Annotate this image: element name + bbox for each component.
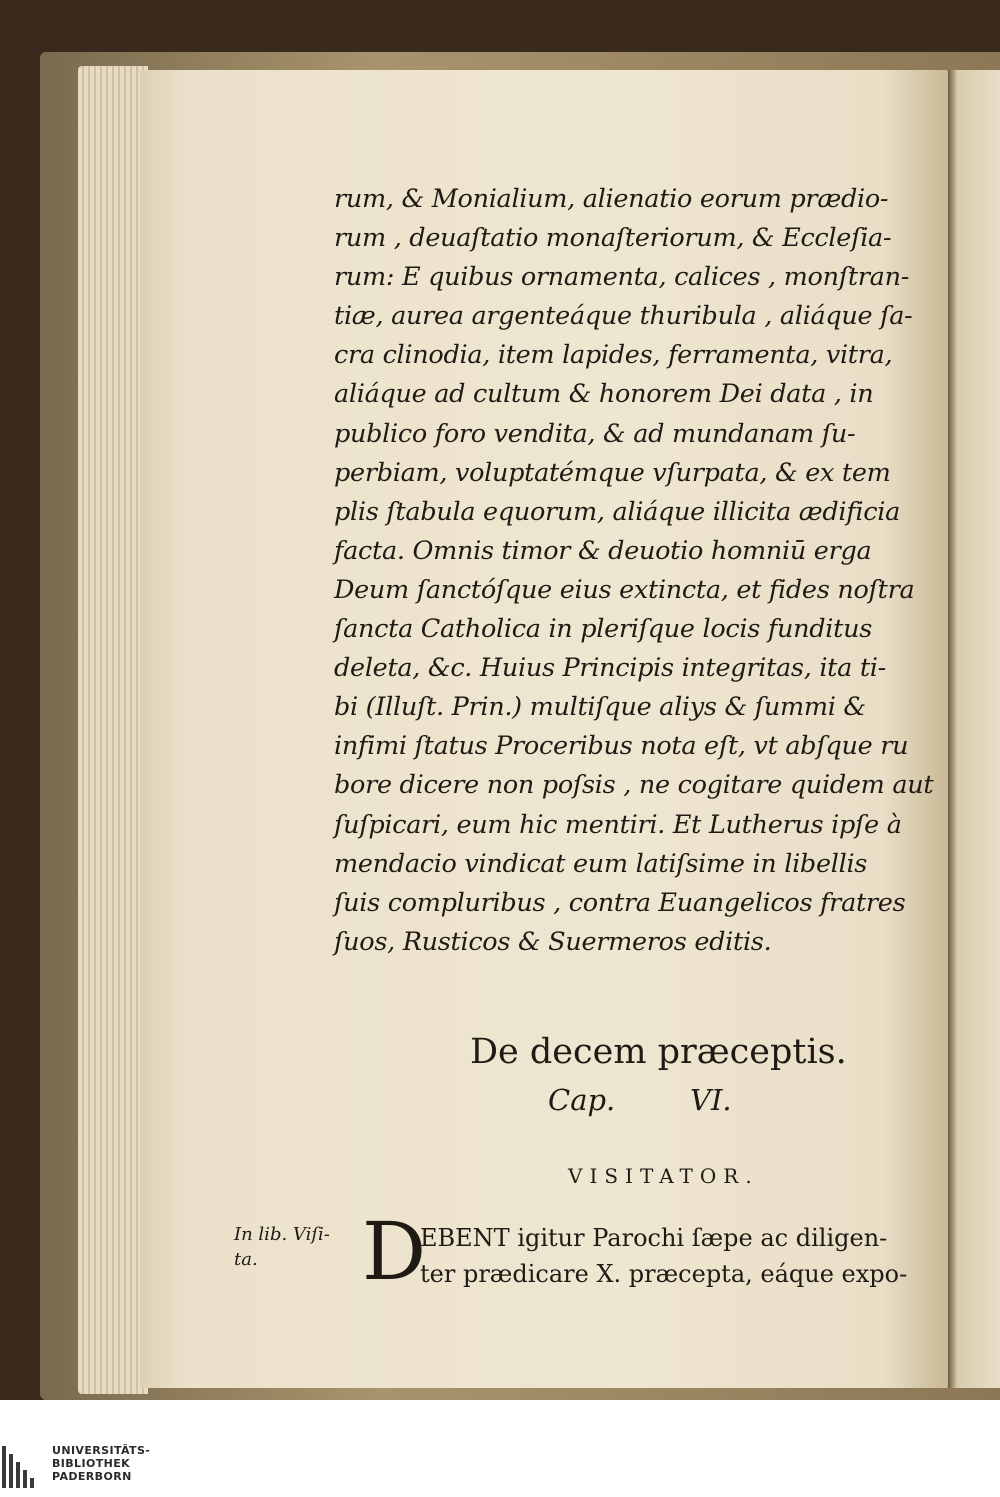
logo-line: PADERBORN xyxy=(52,1470,132,1483)
paragraph-line: EBENT igitur Parochi ſæpe ac diligen- xyxy=(420,1224,888,1252)
speaker-heading: VISITATOR. xyxy=(568,1164,759,1188)
text-line: cra clinodia, item lapides, ferramenta, vitra, xyxy=(334,340,893,371)
text-line: rum , deuaſtatio monaſteriorum, & Eccleſia- xyxy=(334,223,892,254)
text-line: plis ſtabula equorum, aliáque illicita ædificia xyxy=(334,496,900,527)
facing-page-edge xyxy=(948,70,1000,1388)
chapter-label: Cap. xyxy=(548,1083,616,1117)
text-line: ſuos, Rusticos & Suermeros editis. xyxy=(334,926,772,957)
text-line: ſuis compluribus , contra Euangelicos fratres xyxy=(334,887,906,918)
chapter-heading: De decem præceptis. xyxy=(470,1032,847,1072)
text-line: rum, & Monialium, alienatio eorum prædio- xyxy=(334,184,889,214)
body-text-block xyxy=(334,180,944,962)
drop-cap: D xyxy=(362,1205,427,1298)
paragraph-line: ter prædicare X. præcepta, eáque expo- xyxy=(420,1260,908,1288)
text-line: perbiam, voluptatémque vſurpata, & ex tem xyxy=(334,457,891,488)
text-line: rum: E quibus ornamenta, calices , monſtran- xyxy=(334,262,910,293)
text-line: aliáque ad cultum & honorem Dei data , in xyxy=(334,379,874,410)
margin-note: In lib. Viſi- ta. xyxy=(234,1224,330,1270)
text-line: bore dicere non poſsis , ne cogitare quidem aut xyxy=(334,770,934,801)
text-line: bi (Illuſt. Prin.) multiſque aliys & ſummi & xyxy=(334,692,866,723)
text-line: infimi ſtatus Proceribus nota eſt, vt abſque ru xyxy=(334,731,909,762)
text-line: tiæ, aurea argenteáque thuribula , aliáque ſa- xyxy=(334,301,913,332)
logo-line: BIBLIOTHEK xyxy=(52,1457,131,1470)
text-line: deleta, &c. Huius Principis integritas, ita ti- xyxy=(334,653,886,684)
text-line: ſancta Catholica in pleriſque locis funditus xyxy=(334,614,872,645)
chapter-number: VI. xyxy=(690,1083,732,1117)
library-logo-text xyxy=(52,1444,150,1483)
logo-line: UNIVERSITÄTS- xyxy=(52,1444,151,1457)
text-line: ſuſpicari, eum hic mentiri. Et Lutherus ipſe à xyxy=(334,809,902,840)
text-line: mendacio vindicat eum latiſsime in libellis xyxy=(334,848,868,879)
text-line: Deum ſanctóſque eius extincta, et fides noſtra xyxy=(334,574,915,605)
page-edges xyxy=(78,66,148,1394)
library-logo-icon xyxy=(0,1444,46,1490)
text-line: facta. Omnis timor & deuotio homniū erga xyxy=(334,535,872,566)
text-line: publico foro vendita, & ad mundanam ſu- xyxy=(334,418,856,449)
